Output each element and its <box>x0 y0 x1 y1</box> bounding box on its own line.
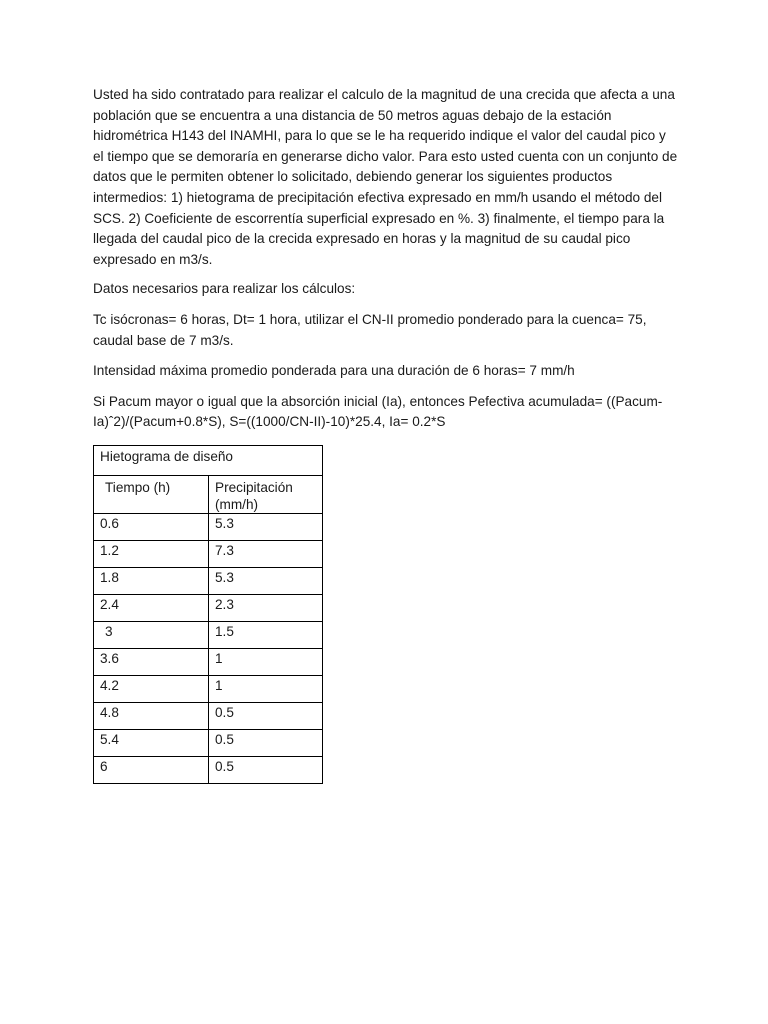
time-cell: 5.4 <box>94 729 209 756</box>
time-cell: 6 <box>94 756 209 783</box>
time-cell: 2.4 <box>94 594 209 621</box>
table-row <box>94 756 323 783</box>
document-page <box>93 85 678 784</box>
intro-paragraph: Usted ha sido contratado para realizar el calculo de la magnitud de una crecida que afecta a una población que se encuentra a una distancia de 50 metros aguas debajo de la estación hidrométrica H143 del INAMHI, para lo que se le ha requerido indique el valor del caudal pico y el tiempo que se demoraría en generarse dicho valor. Para esto usted cuenta con un conjunto de datos que le permiten obtener lo solicitado, debiendo generar los siguientes productos intermedios: 1) hietograma de precipitación efectiva expresado en mm/h usando el método del SCS. 2) Coeficiente de escorrentía superficial expresado en %. 3) finalmente, el tiempo para la llegada del caudal pico de la crecida expresado en horas y la magnitud de su caudal pico expresado en m3/s. <box>93 87 678 267</box>
precipitation-cell: 0.5 <box>209 729 323 756</box>
time-cell: 0.6 <box>94 513 209 540</box>
tc-parameters-paragraph: Tc isócronas= 6 horas, Dt= 1 hora, utilizar el CN-II promedio ponderado para la cuenca= 75, caudal base de 7 m3/s. <box>93 311 647 348</box>
precipitation-cell: 5.3 <box>209 567 323 594</box>
intensity-paragraph: Intensidad máxima promedio ponderada para una duración de 6 horas= 7 mm/h <box>93 363 575 379</box>
time-cell: 3.6 <box>94 648 209 675</box>
precipitation-cell: 2.3 <box>209 594 323 621</box>
data-header-paragraph: Datos necesarios para realizar los cálculos: <box>93 281 356 297</box>
table-row <box>94 648 323 675</box>
precipitation-cell: 0.5 <box>209 756 323 783</box>
precipitation-cell: 1 <box>209 675 323 702</box>
table-row <box>94 540 323 567</box>
column-header-time: Tiempo (h) <box>94 475 209 513</box>
table-row <box>94 702 323 729</box>
table-row <box>94 567 323 594</box>
time-cell: 4.2 <box>94 675 209 702</box>
time-cell: 3 <box>94 621 209 648</box>
precipitation-cell: 7.3 <box>209 540 323 567</box>
table-row <box>94 621 323 648</box>
precipitation-cell: 0.5 <box>209 702 323 729</box>
table-title: Hietograma de diseño <box>94 445 323 475</box>
table-row <box>94 594 323 621</box>
time-cell: 1.2 <box>94 540 209 567</box>
table-row <box>94 513 323 540</box>
time-cell: 1.8 <box>94 567 209 594</box>
column-header-precipitation: Precipitación (mm/h) <box>209 475 323 513</box>
precipitation-cell: 5.3 <box>209 513 323 540</box>
hyetograph-table <box>93 445 323 784</box>
table-row <box>94 675 323 702</box>
table-header-row <box>94 475 323 513</box>
table-title-row <box>94 445 323 475</box>
formula-paragraph: Si Pacum mayor o igual que la absorción inicial (Ia), entonces Pefectiva acumulada= ((Pacum-Ia)ˆ2)/(Pacum+0.8*S), S=((1000/CN-II)-10)*25.4, Ia= 0.2*S <box>93 393 663 430</box>
table-row <box>94 729 323 756</box>
time-cell: 4.8 <box>94 702 209 729</box>
precipitation-cell: 1 <box>209 648 323 675</box>
precipitation-cell: 1.5 <box>209 621 323 648</box>
